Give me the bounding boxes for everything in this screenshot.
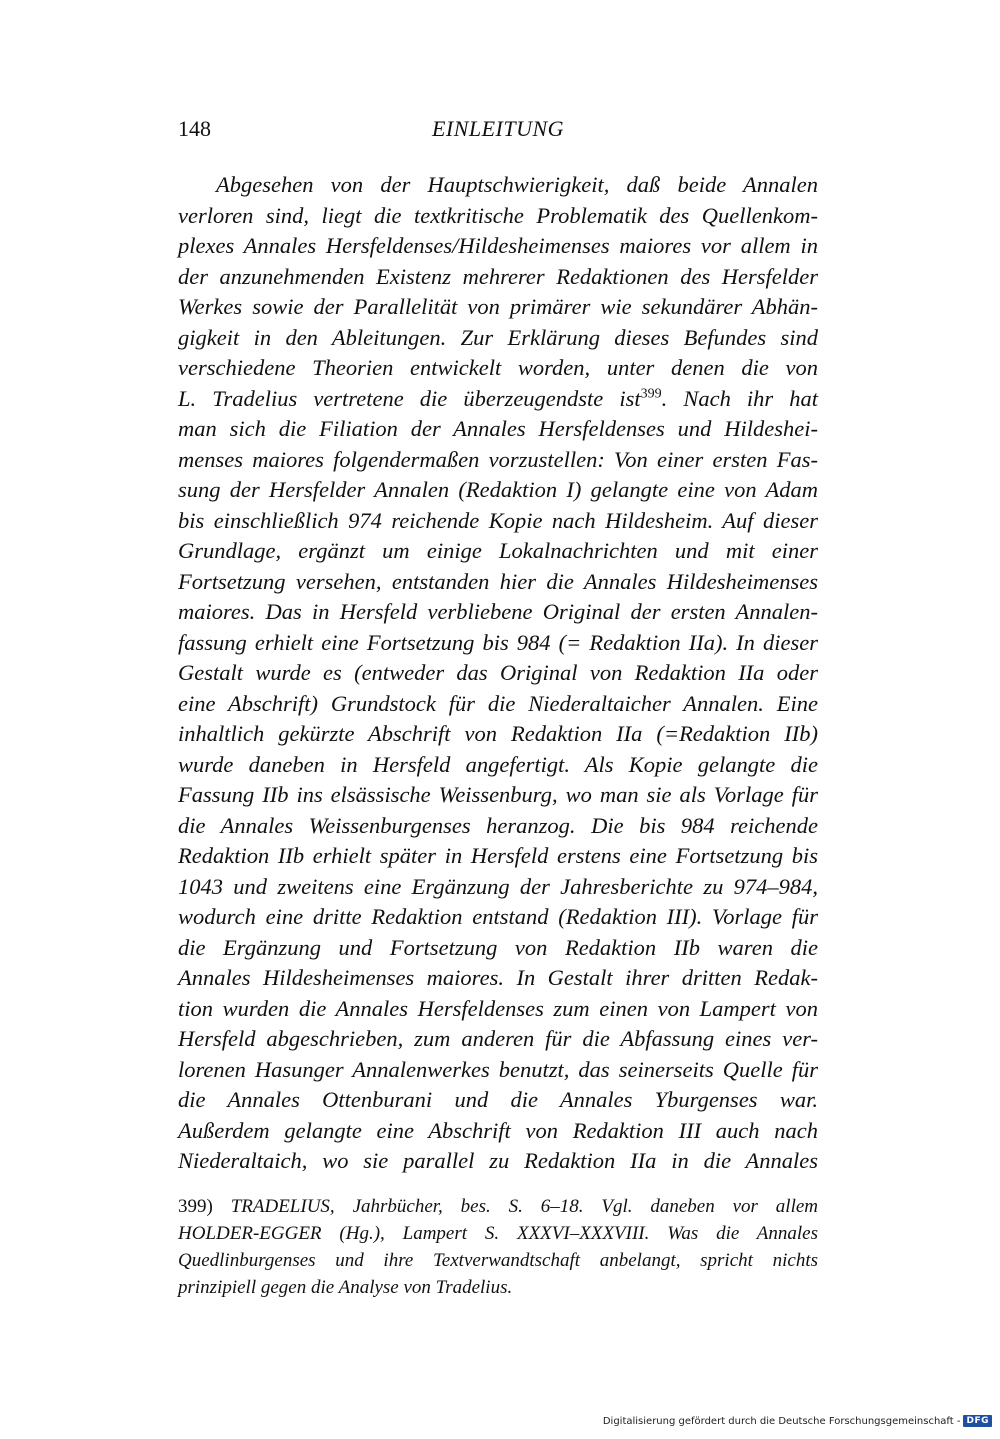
footnote-line: prinzipiell gegen die Analyse von Tradelius. [178,1277,513,1298]
body-line: sung der Hersfelder Annalen (Redaktion I) gelangte eine von Adam [178,477,818,502]
page-number: 148 [178,116,211,141]
footnote-text: Jahrbücher, bes. S. 6–18. Vgl. daneben vor allem [352,1196,818,1217]
body-text [178,170,818,1177]
body-line: Fortsetzung versehen, entstanden hier die Annales Hildesheimenses [178,568,818,594]
footnote-line [178,1220,818,1247]
body-line: der anzunehmenden Existenz mehrerer Redaktionen des Hersfelder [178,263,818,289]
body-line: verloren sind, liegt die textkritische Problematik des Quellenkom- [178,202,818,228]
body-line: verschiedene Theorien entwickelt worden, unter denen die von [178,355,818,380]
body-line: fassung erhielt eine Fortsetzung bis 984 (= Redaktion IIa). In dieser [178,629,818,655]
body-line: wodurch eine dritte Redaktion entstand (Redaktion III). Vorlage für [178,904,818,929]
body-line: Grundlage, ergänzt um einige Lokalnachrichten und mit einer [178,538,818,563]
footnote-text: (Hg.), Lampert S. XXXVI–XXXVIII. Was die Annales [339,1223,819,1244]
body-line [178,384,818,415]
dfg-logo: DFG [963,1415,992,1427]
footnote-author: HOLDER-EGGER [178,1223,322,1244]
body-line: lorenen Hasunger Annalenwerkes benutzt, das seinerseits Quelle für [178,1056,818,1082]
footnote-reference[interactable]: 399 [640,386,662,401]
body-line: Fassung IIb ins elsässische Weissenburg, wo man sie als Vorlage für [178,782,818,807]
footnote [178,1193,818,1301]
body-line: Abgesehen von der Hauptschwierigkeit, daß beide Annalen [216,172,818,197]
body-line: 1043 und zweitens eine Ergänzung der Jahresberichte zu 974–984, [178,873,818,899]
body-line: die Annales Ottenburani und die Annales Yburgenses war. [178,1087,818,1112]
digitization-text: Digitalisierung gefördert durch die Deutsche Forschungsgemeinschaft - [602,1415,961,1427]
body-line: bis einschließlich 974 reichende Kopie nach Hildesheim. Auf dieser [178,507,818,533]
digitization-notice [603,1415,992,1427]
body-line: wurde daneben in Hersfeld angefertigt. Als Kopie gelangte die [178,751,818,777]
body-line: die Ergänzung und Fortsetzung von Redaktion IIb waren die [178,934,818,960]
body-line: Niederaltaich, wo sie parallel zu Redaktion IIa in die Annales [178,1148,818,1173]
running-head: EINLEITUNG [431,116,565,141]
footnote-author: TRADELIUS, [230,1196,335,1217]
body-line: menses maiores folgendermaßen vorzustellen: Von einer ersten Fas- [178,446,818,472]
footnote-line: Quedlinburgenses und ihre Textverwandtschaft anbelangt, spricht nichts [178,1250,818,1271]
body-line: die Annales Weissenburgenses heranzog. Die bis 984 reichende [178,812,818,838]
body-line: Redaktion IIb erhielt später in Hersfeld erstens eine Fortsetzung bis [178,843,818,868]
body-line: Hersfeld abgeschrieben, zum anderen für die Abfassung eines ver- [178,1026,818,1051]
body-line: Werkes sowie der Parallelität von primärer wie sekundärer Abhän- [178,294,818,319]
body-line-part: L. Tradelius vertretene die überzeugendste ist [178,385,641,411]
body-line: man sich die Filiation der Annales Hersfeldenses und Hildeshei- [178,416,818,441]
body-line: Annales Hildesheimenses maiores. In Gestalt ihrer dritten Redak- [178,965,818,990]
body-line: plexes Annales Hersfeldenses/Hildesheimenses maiores vor allem in [178,233,818,258]
body-line: Gestalt wurde es (entweder das Original von Redaktion IIa oder [178,660,818,685]
body-line: eine Abschrift) Grundstock für die Niederaltaicher Annalen. Eine [178,690,818,716]
body-line: Außerdem gelangte eine Abschrift von Redaktion III auch nach [178,1117,818,1143]
body-line: maiores. Das in Hersfeld verbliebene Original der ersten Annalen- [178,599,818,624]
body-line: inhaltlich gekürzte Abschrift von Redaktion IIa (=Redaktion IIb) [178,721,818,746]
body-line-part: . Nach ihr hat [661,385,818,411]
footnote-number: 399) [178,1196,213,1217]
footnote-line [178,1193,818,1220]
body-line: tion wurden die Annales Hersfeldenses zum einen von Lampert von [178,995,818,1021]
body-line: gigkeit in den Ableitungen. Zur Erklärung dieses Befundes sind [178,324,818,350]
